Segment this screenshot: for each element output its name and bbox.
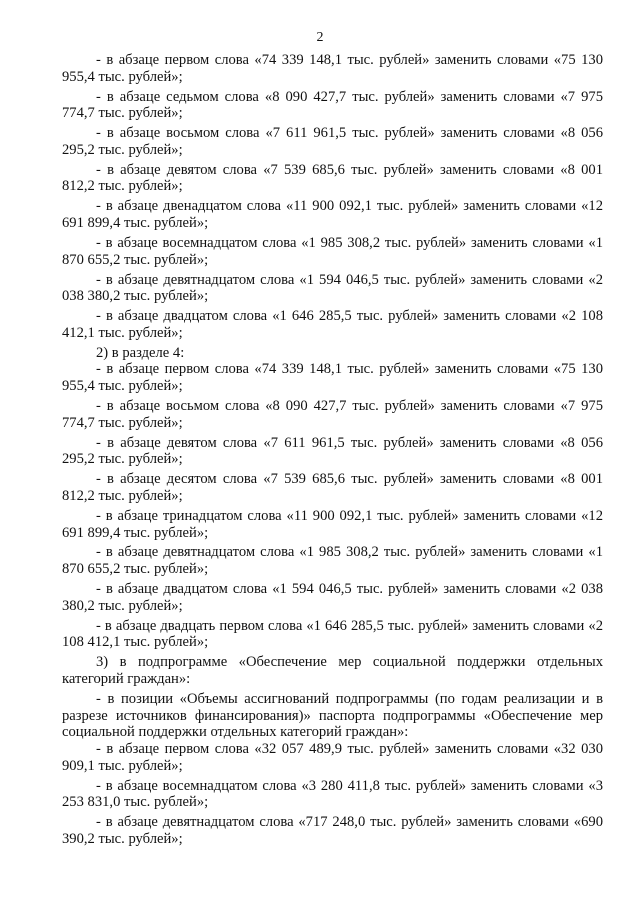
paragraph-10: - в абзаце восьмом слова «8 090 427,7 тыс. рублей» заменить словами «7 975 774,7 тыс. рублей»; [62, 398, 603, 431]
paragraph-4: - в абзаце девятом слова «7 539 685,6 тыс. рублей» заменить словами «8 001 812,2 тыс. рублей»; [62, 161, 603, 195]
paragraph-6: - в абзаце восемнадцатом слова «1 985 308,2 тыс. рублей» заменить словами «1 870 655,2 тыс. рублей»; [62, 234, 603, 268]
paragraph-12: - в абзаце десятом слова «7 539 685,6 тыс. рублей» заменить словами «8 001 812,2 тыс. рублей»; [62, 471, 603, 504]
page-number: 2 [316, 30, 324, 45]
paragraph-9: - в абзаце первом слова «74 339 148,1 тыс. рублей» заменить словами «75 130 955,4 тыс. рублей»; [62, 361, 603, 395]
paragraph-17: - в абзаце первом слова «32 057 489,9 тыс. рублей» заменить словами «32 030 909,1 тыс. рублей»; [62, 740, 603, 774]
paragraph-7: - в абзаце девятнадцатом слова «1 594 046,5 тыс. рублей» заменить словами «2 038 380,2 тыс. рублей»; [62, 271, 603, 305]
paragraph-16: - в абзаце двадцать первом слова «1 646 285,5 тыс. рублей» заменить словами «2 108 412,1 тыс. рублей»; [62, 617, 603, 651]
paragraph-1: - в абзаце первом слова «74 339 148,1 тыс. рублей» заменить словами «75 130 955,4 тыс. рублей»; [62, 52, 603, 85]
section-heading-4: 2) в разделе 4: [96, 344, 185, 361]
subprogram-heading: 3) в подпрограмме «Обеспечение мер социальной поддержки отдельных категорий граждан»: [62, 654, 603, 687]
paragraph-5: - в абзаце двенадцатом слова «11 900 092,1 тыс. рублей» заменить словами «12 691 899,4 тыс. рублей»; [62, 198, 603, 232]
paragraph-11: - в абзаце девятом слова «7 611 961,5 тыс. рублей» заменить словами «8 056 295,2 тыс. рублей»; [62, 434, 603, 468]
paragraph-3: - в абзаце восьмом слова «7 611 961,5 тыс. рублей» заменить словами «8 056 295,2 тыс. рублей»; [62, 125, 603, 158]
paragraph-15: - в абзаце двадцатом слова «1 594 046,5 тыс. рублей» заменить словами «2 038 380,2 тыс. рублей»; [62, 581, 603, 614]
paragraph-2: - в абзаце седьмом слова «8 090 427,7 тыс. рублей» заменить словами «7 975 774,7 тыс. рублей»; [62, 88, 603, 122]
position-paragraph: - в позиции «Объемы ассигнований подпрограммы (по годам реализации и в разрезе источников финансирования)» паспорта подпрограммы «Обеспечение мер социальной поддержки отдельных категорий граждан»: [62, 690, 603, 741]
paragraph-14: - в абзаце девятнадцатом слова «1 985 308,2 тыс. рублей» заменить словами «1 870 655,2 тыс. рублей»; [62, 544, 603, 578]
document-body [62, 52, 603, 851]
paragraph-8: - в абзаце двадцатом слова «1 646 285,5 тыс. рублей» заменить словами «2 108 412,1 тыс. рублей»; [62, 308, 603, 341]
paragraph-19: - в абзаце девятнадцатом слова «717 248,0 тыс. рублей» заменить словами «690 390,2 тыс. рублей»; [62, 814, 603, 847]
paragraph-18: - в абзаце восемнадцатом слова «3 280 411,8 тыс. рублей» заменить словами «3 253 831,0 тыс. рублей»; [62, 777, 603, 811]
paragraph-13: - в абзаце тринадцатом слова «11 900 092,1 тыс. рублей» заменить словами «12 691 899,4 тыс. рублей»; [62, 507, 603, 541]
